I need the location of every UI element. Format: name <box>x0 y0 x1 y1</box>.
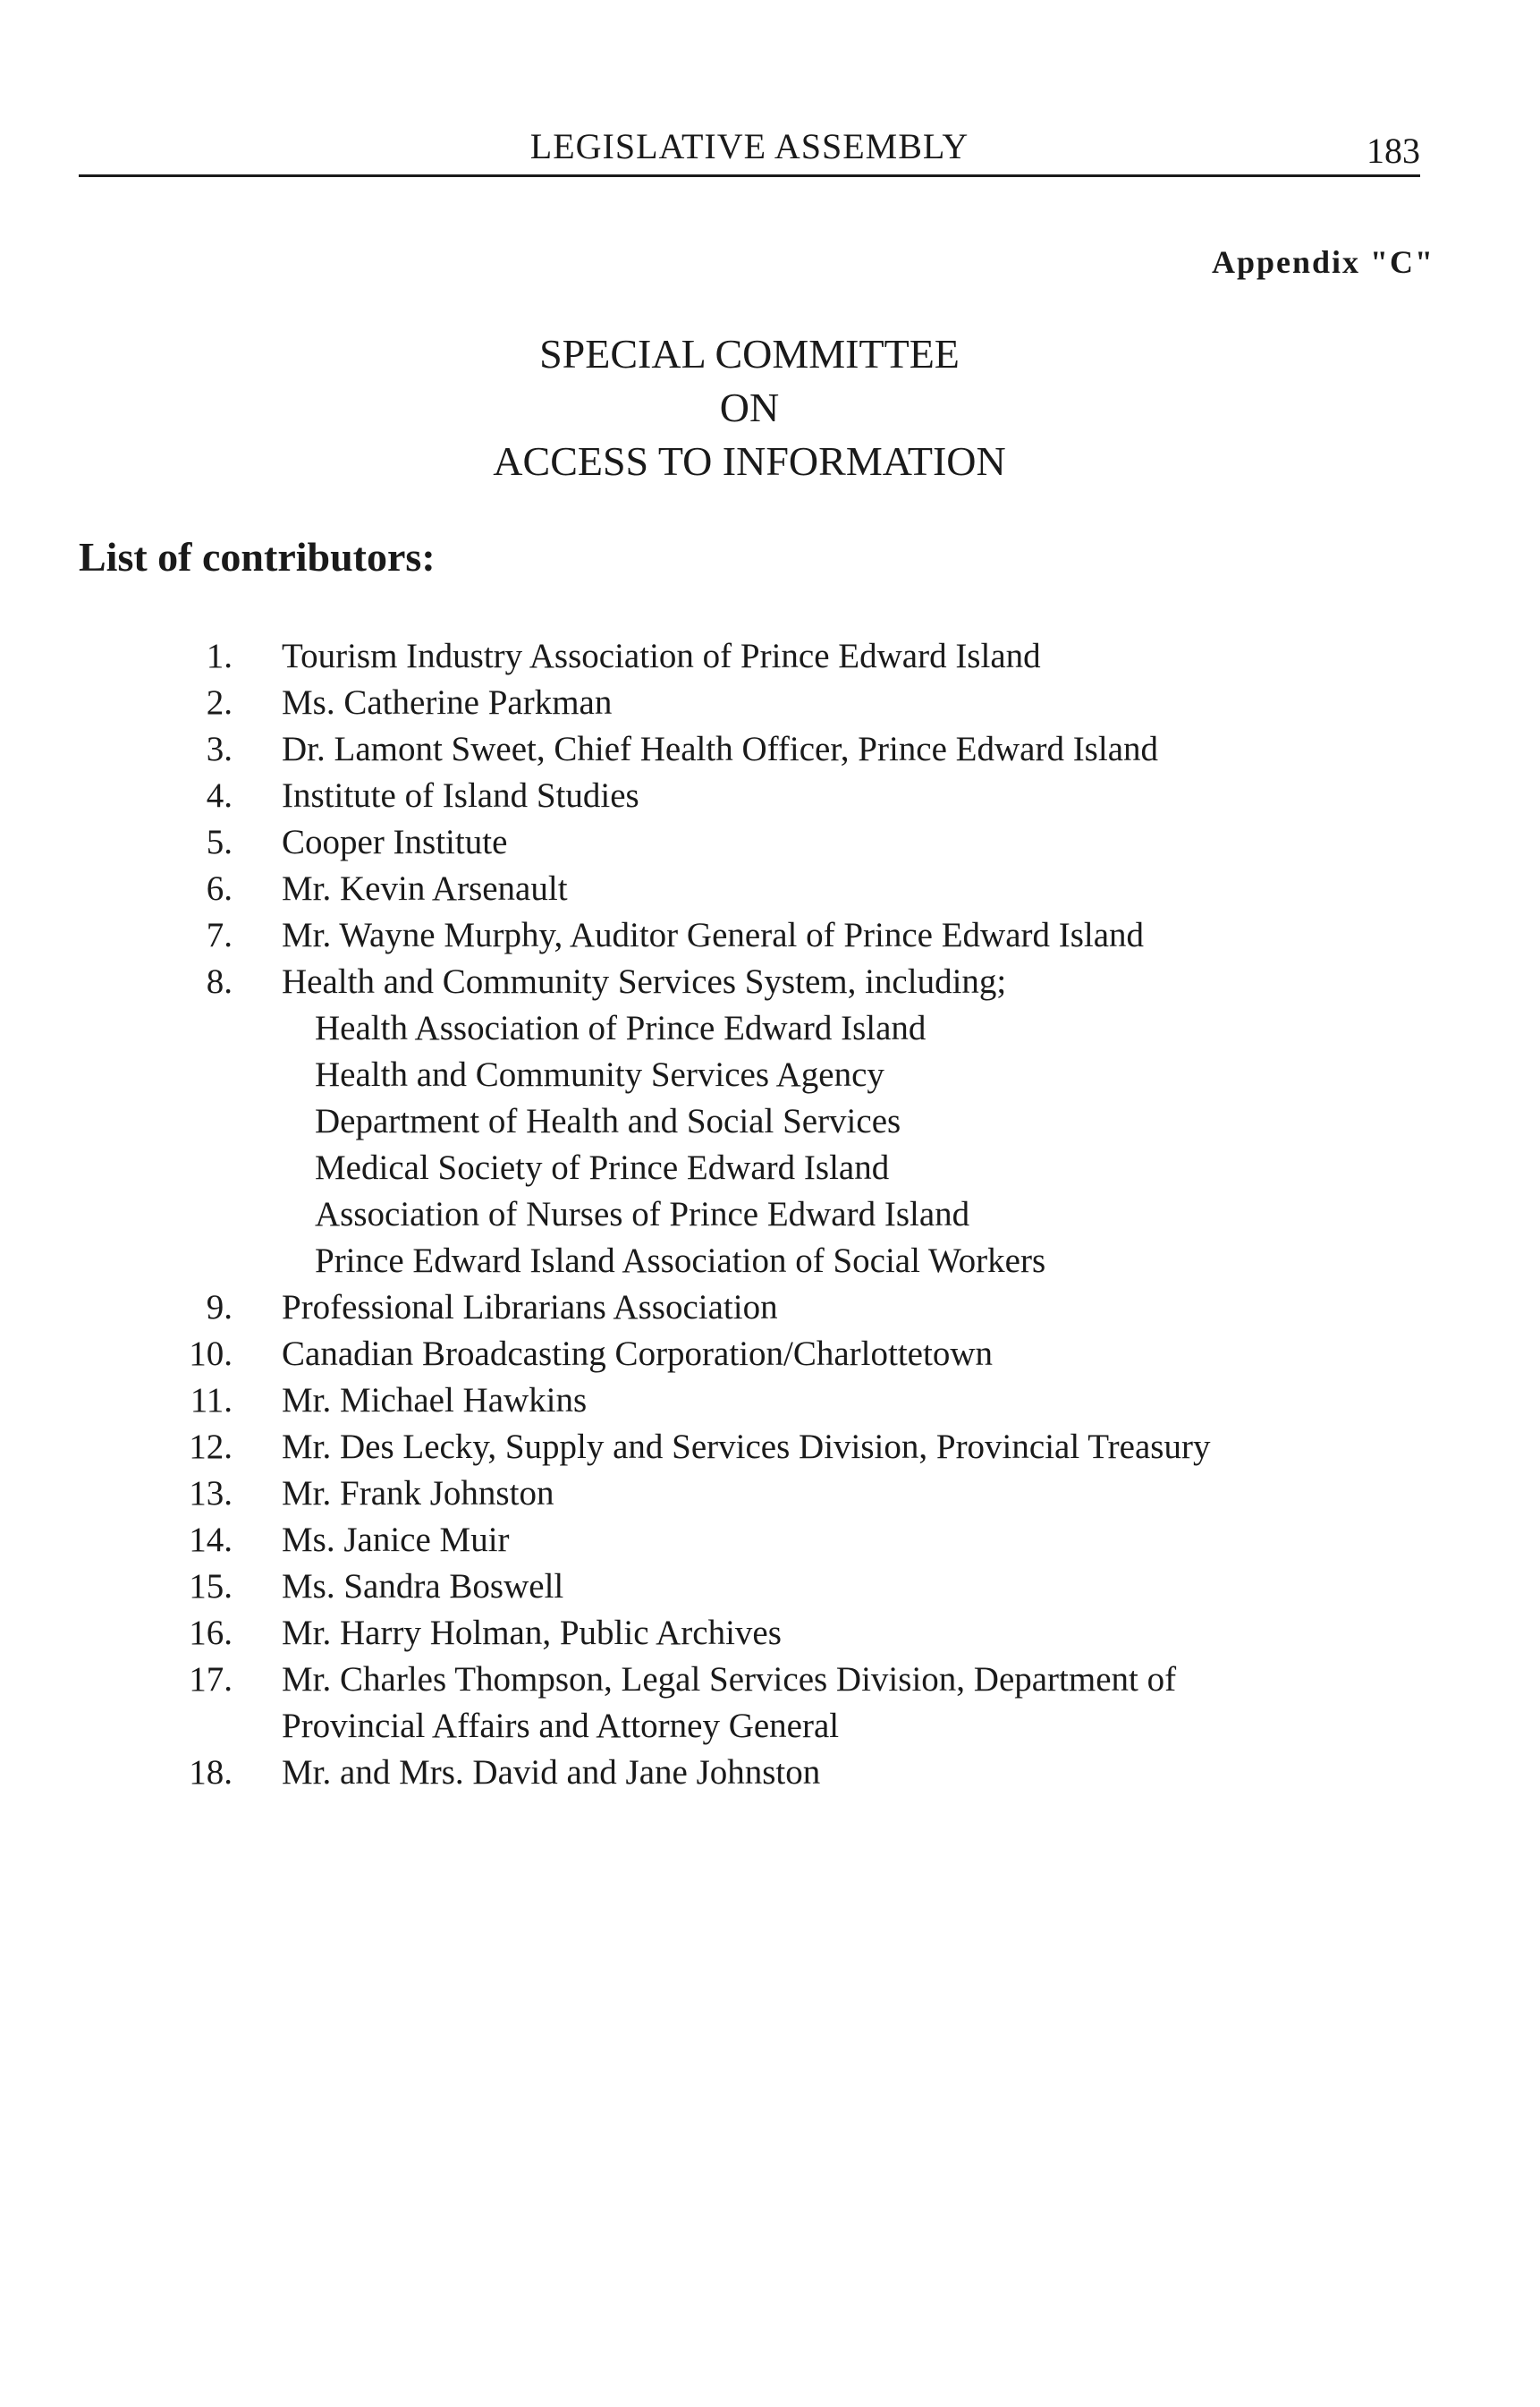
item-text: Dr. Lamont Sweet, Chief Health Officer, Prince Edward Island <box>282 730 1159 768</box>
page-number: 183 <box>1367 131 1420 171</box>
committee-title-line-2: ON <box>719 385 780 430</box>
list-item <box>0 1284 1540 1331</box>
item-text: Ms. Sandra Boswell <box>282 1567 564 1606</box>
item-text: Mr. and Mrs. David and Jane Johnston <box>282 1753 821 1792</box>
item-text: Mr. Kevin Arsenault <box>282 869 568 908</box>
list-item <box>0 1377 1540 1424</box>
list-item <box>0 1564 1540 1610</box>
item-number: 1. <box>206 637 233 675</box>
contributors-list <box>0 633 1540 1796</box>
appendix-label: Appendix "C" <box>1211 244 1434 280</box>
item-number: 2. <box>206 683 233 722</box>
list-heading: List of contributors: <box>79 534 436 580</box>
item-text: Institute of Island Studies <box>282 776 639 815</box>
sub-item: Health and Community Services Agency <box>315 1055 884 1094</box>
item-text: Mr. Michael Hawkins <box>282 1381 588 1420</box>
list-item <box>0 1657 1540 1750</box>
item-text: Mr. Harry Holman, Public Archives <box>282 1614 782 1652</box>
list-item <box>0 726 1540 773</box>
sub-item: Department of Health and Social Services <box>315 1102 901 1140</box>
sub-item: Health Association of Prince Edward Island <box>315 1009 927 1047</box>
item-number: 6. <box>206 869 233 908</box>
item-text: Ms. Catherine Parkman <box>282 683 613 722</box>
item-number: 11. <box>190 1381 233 1420</box>
header-rule <box>79 174 1420 177</box>
item-number: 16. <box>189 1614 233 1652</box>
item-text: Professional Librarians Association <box>282 1288 778 1326</box>
item-text: Mr. Wayne Murphy, Auditor General of Prince Edward Island <box>282 916 1145 954</box>
item-text: Mr. Charles Thompson, Legal Services Division, Department of <box>282 1660 1177 1699</box>
item-text: Cooper Institute <box>282 823 508 861</box>
item-text: Tourism Industry Association of Prince Edward Island <box>282 637 1041 675</box>
item-number: 18. <box>189 1753 233 1792</box>
item-number: 12. <box>189 1428 233 1466</box>
item-text: Mr. Frank Johnston <box>282 1474 554 1513</box>
sub-item: Prince Edward Island Association of Social Workers <box>315 1242 1046 1280</box>
item-number: 5. <box>206 823 233 861</box>
item-text-continuation: Provincial Affairs and Attorney General <box>282 1707 840 1745</box>
list-item <box>0 1750 1540 1796</box>
list-item <box>0 866 1540 912</box>
item-number: 17. <box>189 1660 233 1699</box>
committee-title-line-3: ACCESS TO INFORMATION <box>493 438 1006 484</box>
item-number: 10. <box>189 1335 233 1373</box>
list-item <box>0 680 1540 726</box>
list-item <box>0 1424 1540 1470</box>
item-number: 8. <box>206 962 233 1001</box>
item-text: Ms. Janice Muir <box>282 1521 510 1559</box>
item-number: 9. <box>206 1288 233 1326</box>
list-item <box>0 633 1540 680</box>
item-number: 13. <box>189 1474 233 1513</box>
sub-item: Medical Society of Prince Edward Island <box>315 1148 890 1187</box>
item-text: Mr. Des Lecky, Supply and Services Division, Provincial Treasury <box>282 1428 1211 1466</box>
item-number: 7. <box>206 916 233 954</box>
list-item <box>0 1517 1540 1564</box>
item-number: 15. <box>189 1567 233 1606</box>
sub-item: Association of Nurses of Prince Edward Island <box>315 1195 970 1233</box>
list-item <box>0 773 1540 819</box>
item-number: 14. <box>189 1521 233 1559</box>
item-text: Canadian Broadcasting Corporation/Charlottetown <box>282 1335 993 1373</box>
item-number: 4. <box>206 776 233 815</box>
list-item <box>0 1470 1540 1517</box>
list-item <box>0 1331 1540 1377</box>
item-number: 3. <box>206 730 233 768</box>
committee-title-line-1: SPECIAL COMMITTEE <box>539 331 960 377</box>
item-text: Health and Community Services System, including; <box>282 962 1007 1001</box>
list-item <box>0 1610 1540 1657</box>
list-item <box>0 819 1540 866</box>
list-item <box>0 912 1540 959</box>
page-header <box>79 125 1420 179</box>
list-item <box>0 959 1540 1284</box>
running-head: LEGISLATIVE ASSEMBLY <box>529 126 969 166</box>
committee-title <box>79 327 1420 488</box>
